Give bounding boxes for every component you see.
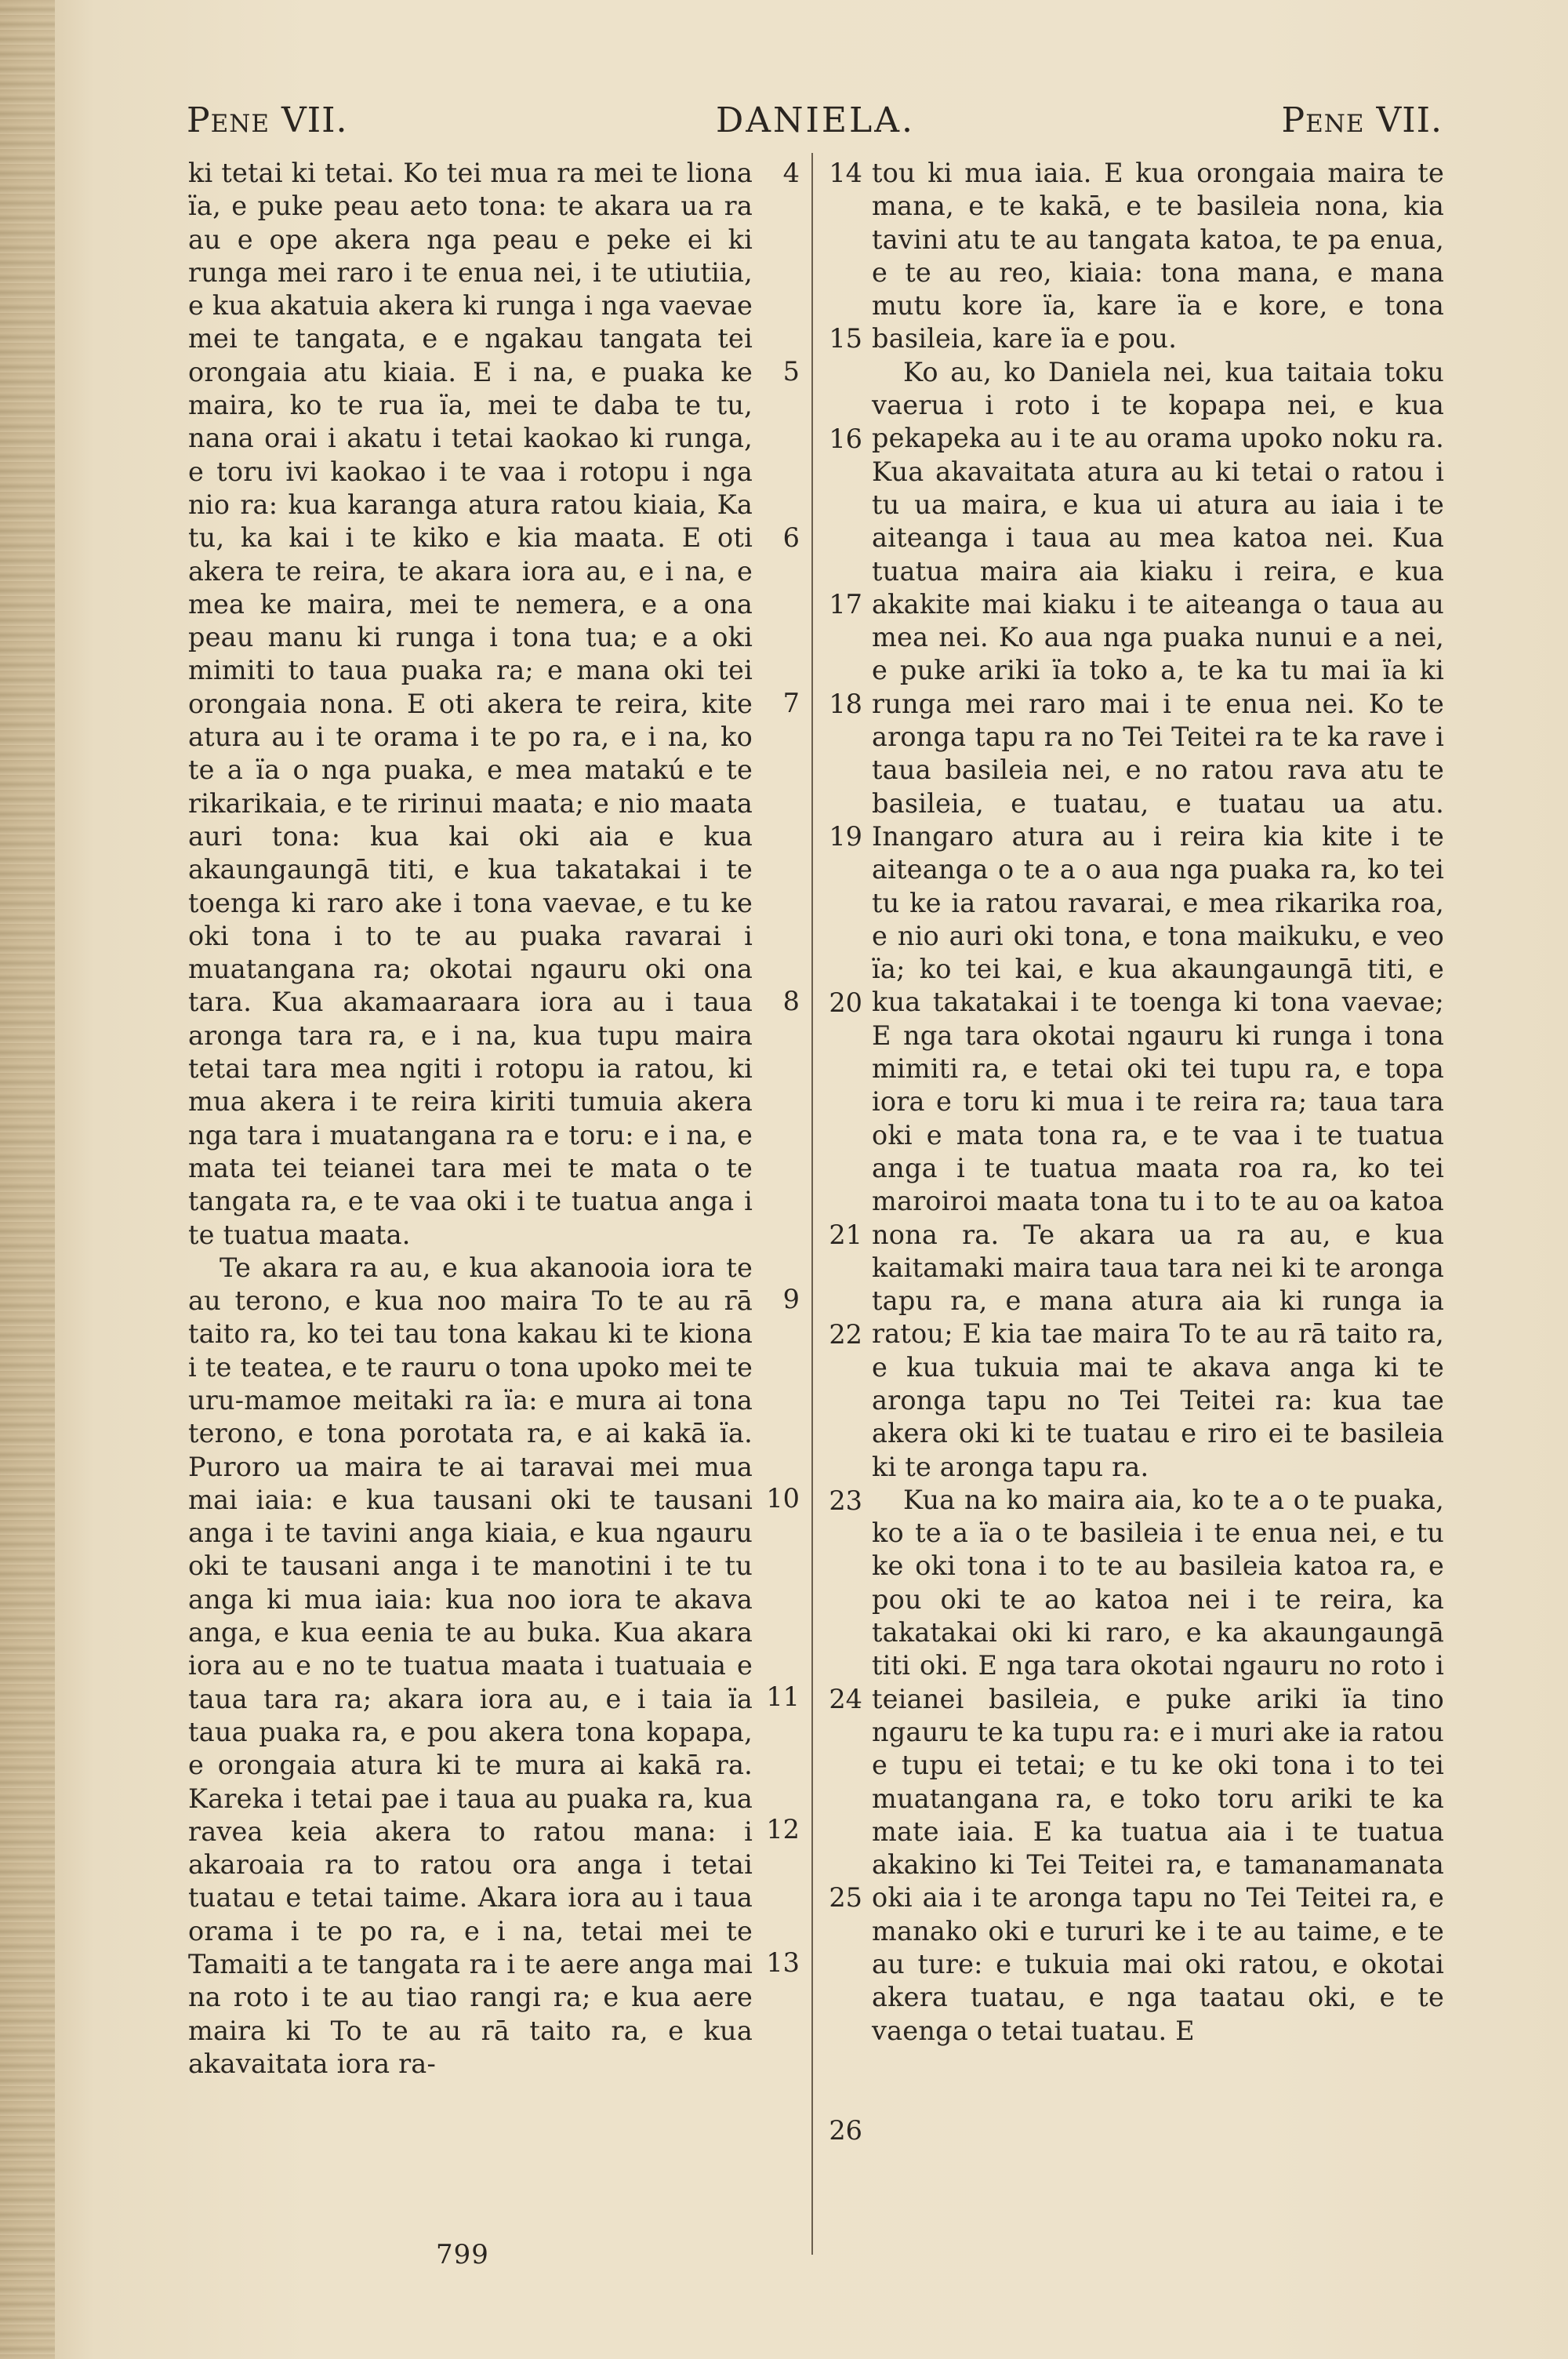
running-header	[0, 100, 1568, 147]
verse-number: 16	[829, 423, 862, 454]
right-paragraph-1: tou ki mua iaia. E kua orongaia maira te mana, e te kakā, e te basileia nona, kia tavini atu te au tangata katoa, te pa enua, e te au reo, kiaia: tona mana, e mana mutu kore ïa, kare ïa e kore, e tona basileia, kare ïa e pou.	[872, 158, 1444, 354]
verse-number: 15	[829, 323, 862, 354]
left-text-column	[188, 157, 753, 2081]
verse-number: 19	[829, 821, 862, 852]
right-paragraph-3: Kua na ko maira aia, ko te a o te puaka, ko te a ïa o te basileia i te enua nei, e tu ke oki tona i to te au basileia katoa ra, e pou oki te ao katoa nei i te reira, ka takatakai oki ki raro, e ka akaungaungā titi oki. E nga tara okotai ngauru no roto i teianei basileia, e puke ariki ïa tino ngauru te ka tupu ra: e i muri ake ia ratou e tupu ei tetai; e tu ke oki tona i to tei muatangana ra, e toko toru ariki te ka mate iaia. E ka tuatua aia i te tuatua akakino ki Tei Teitei ra, e tamanamanata oki aia i te aronga tapu no Tei Teitei ra, e manako oki e tururi ke i te au taime, e te au ture: e tukuia mai oki ratou, e okotai akera tuatau, e nga taatau oki, e te vaenga o tetai tuatau. E	[872, 1484, 1444, 2046]
verse-number: 9	[782, 1284, 800, 1315]
page-number: 799	[436, 2239, 489, 2270]
verse-number: 14	[829, 158, 862, 188]
right-text-column	[872, 157, 1444, 2048]
right-paragraph-2: Ko au, ko Daniela nei, kua taitaia toku vaerua i roto i te kopapa nei, e kua pekapeka au i te au orama upoko noku ra. Kua akavaitata atura au ki tetai o ratou i tu ua maira, e kua ui atura au iaia i te aiteanga i taua au mea katoa nei. Kua tuatua maira aia kiaku i reira, e kua akakite mai kiaku i te aiteanga o taua au mea nei. Ko aua nga puaka nunui e a nei, e puke ariki ïa toko a, te ka tu mai ïa ki runga mei raro mai i te enua nei. Ko te aronga tapu ra no Tei Teitei ra te ka rave i taua basileia nei, e no ratou rava atu te basileia, e tuatau, e tuatau ua atu. Inangaro atura au i reira kia kite i te aiteanga o te a o aua nga puaka ra, ko tei tu ke ia ratou ravarai, e mea rikarika roa, e nio auri oki tona, e tona maikuku, e veo ïa; ko tei kai, e kua akaungaungā titi, e kua takatakai i te toenga ki tona vaevae; E nga tara okotai ngauru ki runga i tona mimiti ra, e tetai oki tei tupu ra, e topa iora e toru ki mua i te reira ra; taua tara oki e mata tona ra, e te vaa i te tuatua anga i te tuatua maata roa ra, ko tei maroiroi maata tona tu i to te au oa katoa nona ra. Te akara ua ra au, e kua kaitamaki maira taua tara nei ki te aronga tapu ra, e mana atura aia ki runga ia ratou; E kia tae maira To te au rā taito ra, e kua tukuia mai te akava anga ki te aronga tapu no Tei Teitei ra: kua tae akera oki ki te tuatau e riro ei te basileia ki te aronga tapu ra.	[872, 356, 1444, 1482]
left-paragraph-1: ki tetai ki tetai. Ko tei mua ra mei te liona ïa, e puke peau aeto tona: te akara ua ra au e ope akera nga peau e peke ei ki runga mei raro i te enua nei, i te utiutiia, e kua akatuia akera ki runga i nga vaevae mei te tangata, e e ngakau tangata tei orongaia atu kiaia. E i na, e puaka ke maira, ko te rua ïa, mei te daba te tu, nana orai i akatu i tetai kaokao ki runga, e toru ivi kaokao i te vaa i rotopu i nga nio ra: kua karanga atura ratou kiaia, Ka tu, ka kai i te kiko e kia maata. E oti akera te reira, te akara iora au, e i na, e mea ke maira, mei te nemera, e a ona peau manu ki runga i tona tua; e a oki mimiti to taua puaka ra; e mana oki tei orongaia nona. E oti akera te reira, kite atura au i te orama i te po ra, e i na, ko te a ïa o nga puaka, e mea matakú e te rikarikaia, e te ririnui maata; e nio maata auri tona: kua kai oki aia e kua akaungaungā titi, e kua takatakai i te toenga ki raro ake i tona vaevae, e tu ke oki tona i to te au puaka ravarai i muatangana ra; okotai ngauru oki ona tara. Kua akamaaraara iora au i taua aronga tara ra, e i na, kua tupu maira tetai tara mea ngiti i rotopu ia ratou, ki mua akera i te reira kiriti tumuia akera nga tara i muatangana ra e toru: e i na, e mata tei teianei tara mei te mata o te tangata ra, e te vaa oki i te tuatua anga i te tuatua maata.	[188, 158, 753, 1250]
left-paragraph-2: Te akara ra au, e kua akanooia iora te au terono, e kua noo maira To te au rā taito ra, ko tei tau tona kakau ki te kiona i te teatea, e te rauru o tona upoko mei te uru-mamoe meitaki ra ïa: e mura ai tona terono, e tona porotata ra, e ai kakā ïa. Puroro ua maira te ai taravai mei mua mai iaia: e kua tausani oki te tausani anga i te tavini anga kiaia, e kua ngauru oki te tausani anga i te manotini i te tu anga ki mua iaia: kua noo iora te akava anga, e kua eenia te au buka. Kua akara iora au e no te tuatua maata i tuatuaia e taua tara ra; akara iora au, e i taia ïa taua puaka ra, e pou akera tona kopapa, e orongaia atura ki te mura ai kakā ra. Kareka i tetai pae i taua au puaka ra, kua ravea keia akera to ratou mana: i akaroaia ra to ratou ora anga i tetai tuatau e tetai taime. Akara iora au i taua orama i te po ra, e i na, tetai mei te Tamaiti a te tangata ra i te aere anga mai na roto i te au tiao rangi ra; e kua aere maira ki To te au rā taito ra, e kua akavaitata iora ra-	[188, 1252, 753, 2079]
verse-number: 11	[766, 1681, 800, 1713]
verse-number: 17	[829, 588, 862, 620]
verse-number: 18	[829, 689, 862, 720]
verse-number: 10	[766, 1482, 800, 1514]
verse-number: 8	[782, 986, 800, 1017]
right-verse-numbers	[815, 157, 862, 2147]
verse-number: 24	[829, 1683, 862, 1714]
verse-number: 20	[829, 987, 862, 1018]
verse-number: 23	[829, 1485, 862, 1516]
header-book-title: DANIELA.	[715, 100, 916, 140]
verse-number: 7	[782, 687, 800, 718]
verse-number: 25	[829, 1882, 862, 1914]
header-chapter-left: Pene VII.	[187, 100, 348, 140]
verse-number: 5	[782, 356, 800, 387]
column-divider	[811, 153, 813, 2255]
left-verse-numbers	[753, 157, 800, 1979]
book-spine-shadow	[0, 0, 55, 2359]
verse-number: 26	[829, 2114, 862, 2146]
verse-number: 4	[782, 158, 800, 188]
verse-number: 22	[829, 1319, 862, 1350]
verse-number: 13	[766, 1946, 800, 1978]
verse-number: 21	[829, 1219, 862, 1251]
verse-number: 6	[782, 522, 800, 553]
verse-number: 12	[766, 1814, 800, 1845]
header-chapter-right: Pene VII.	[1281, 100, 1443, 140]
